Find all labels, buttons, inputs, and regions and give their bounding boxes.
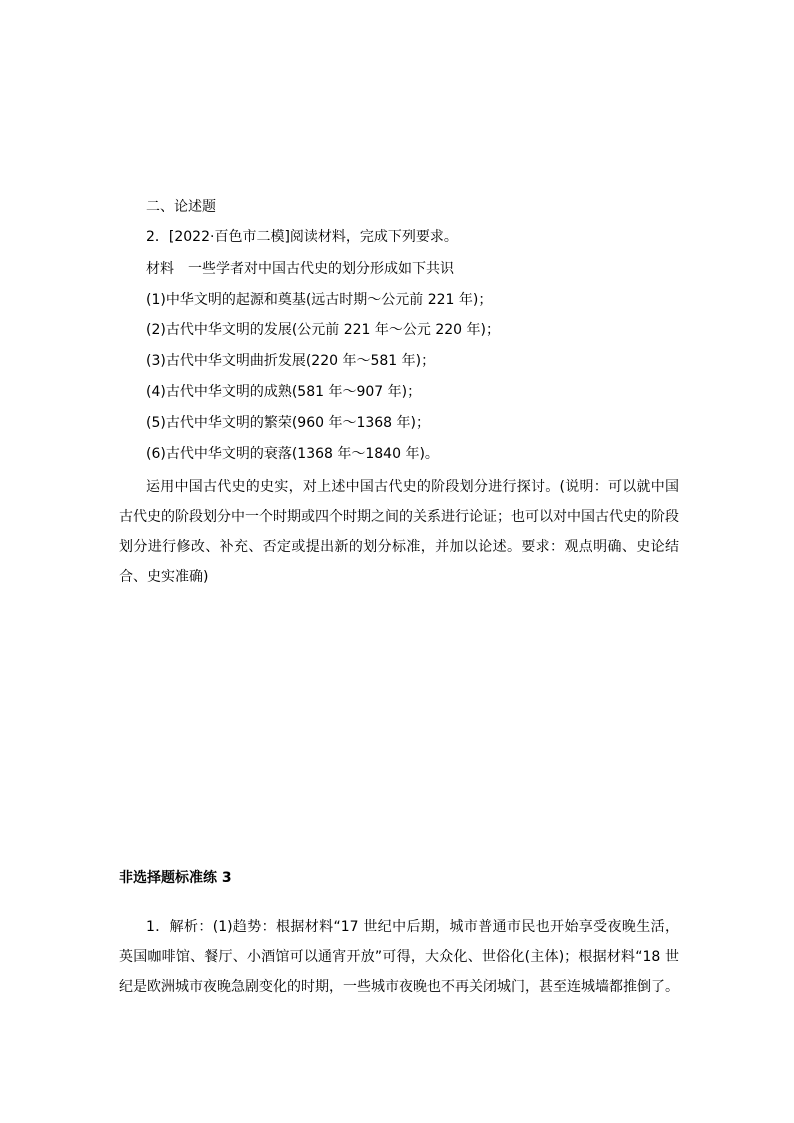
material-intro: 材料 一些学者对中国古代史的划分形成如下共识 [146, 261, 454, 277]
section-title: 二、论述题 [146, 199, 216, 215]
material-item: (4)古代中华文明的成熟(581 年～907 年)； [146, 384, 422, 400]
answer-text: 1．解析：(1)趋势：根据材料“17 世纪中后期，城市普通市民也开始享受夜晚生活，英国咖啡馆、餐厅、小酒馆可以通宵开放”可得，大众化、世俗化(主体)；根据材料“18 世纪是欧洲城市夜晚急剧变化的时期，一些城市夜晚也不再关闭城门，甚至连城墙都推倒了。 [119, 919, 679, 995]
question-stem: 2．[2022·百色市二模]阅读材料，完成下列要求。 [146, 229, 458, 245]
material-item: (3)古代中华文明曲折发展(220 年～581 年)； [146, 353, 436, 369]
material-item: (2)古代中华文明的发展(公元前 221 年～公元 220 年)； [146, 322, 500, 338]
material-item: (6)古代中华文明的衰落(1368 年～1840 年)。 [146, 446, 439, 462]
question-task: 运用中国古代史的史实，对上述中国古代史的阶段划分进行探讨。(说明：可以就中国古代史的阶段划分中一个时期或四个时期之间的关系进行论证；也可以对中国古代史的阶段划分进行修改、补充、否定或提出新的划分标准，并加以论述。要求：观点明确、史论结合、史实准确) [119, 479, 679, 585]
answer-section-title: 非选择题标准练 3 [119, 870, 232, 886]
material-item: (5)古代中华文明的繁荣(960 年～1368 年)； [146, 415, 431, 431]
material-item: (1)中华文明的起源和奠基(远古时期～公元前 221 年)； [146, 292, 493, 308]
